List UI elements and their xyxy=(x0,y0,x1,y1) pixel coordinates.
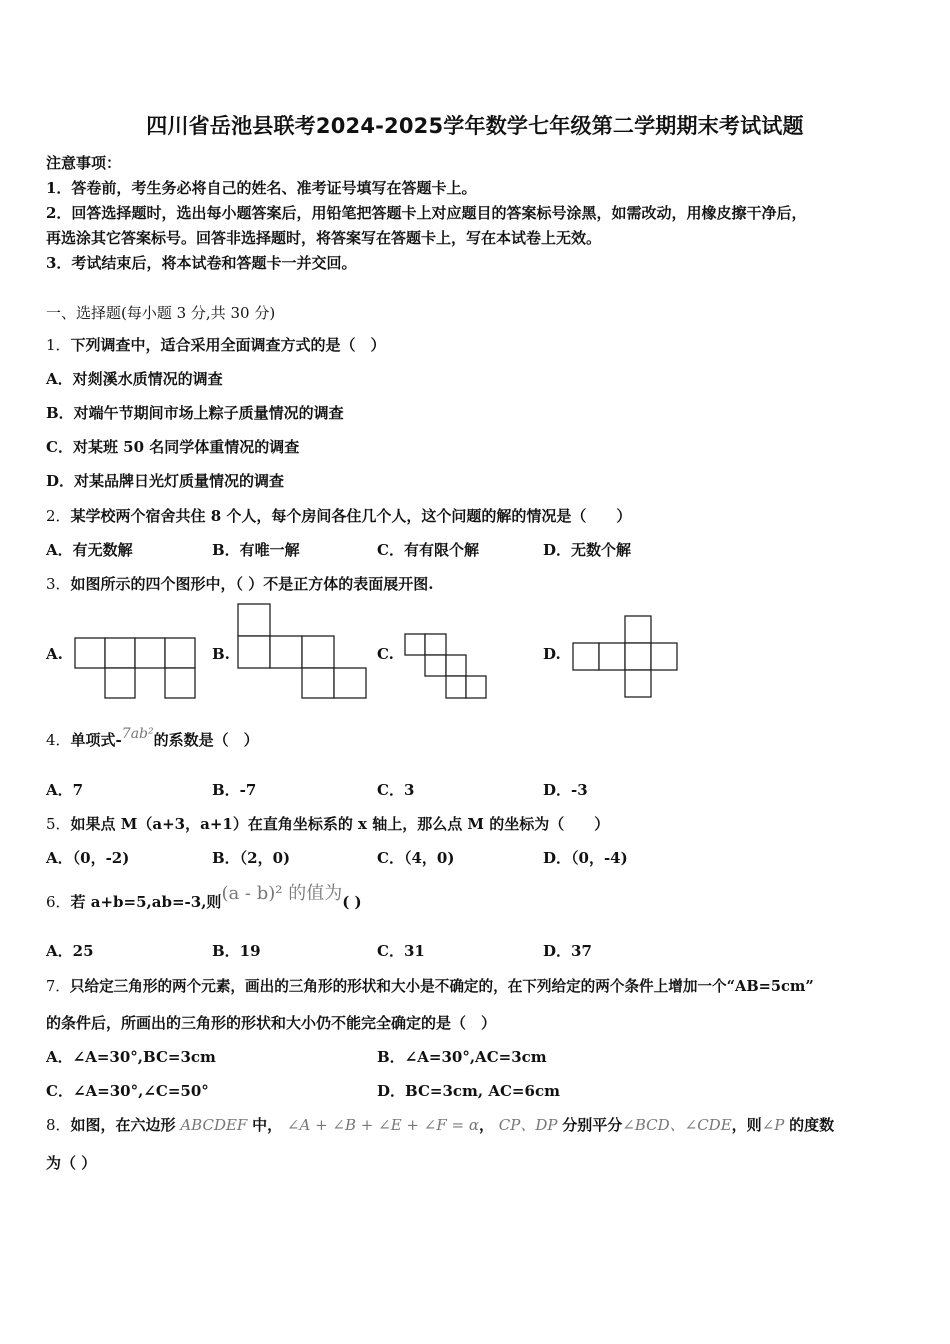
option-c: C．有有限个解 xyxy=(377,541,479,559)
option-b: B．∠A=30°,AC=3cm xyxy=(377,1048,547,1066)
question-8-line-2 xyxy=(46,1152,96,1173)
option-d: D．-3 xyxy=(543,781,588,799)
note-item: 再选涂其它答案标号。回答非选择题时，将答案写在答题卡上，写在本试卷上无效。 xyxy=(46,229,602,247)
question-8 xyxy=(46,1114,834,1135)
question-number: 1． xyxy=(46,336,71,354)
question-stem: 如果点 M（a+3，a+1）在直角坐标系的 x 轴上，那么点 M 的坐标为（ ） xyxy=(70,815,610,833)
question-stem: 如图所示的四个图形中，（ ）不是正方体的表面展开图. xyxy=(70,575,434,593)
math-expression: ∠A + ∠B + ∠E + ∠F = α xyxy=(286,1116,479,1134)
option-d: D．对某品牌日光灯质量情况的调查 xyxy=(46,472,285,490)
option-c: C．（4，0) xyxy=(377,849,455,867)
option-b: B. xyxy=(212,645,230,663)
question-stem: ，则 xyxy=(731,1116,762,1134)
option-a: A. xyxy=(46,645,63,663)
question-stem: 分别平分 xyxy=(562,1116,623,1134)
question-1 xyxy=(46,334,386,355)
question-7 xyxy=(46,975,814,996)
question-stem: 如图，在六边形 xyxy=(70,1116,176,1134)
option-d: D．BC=3cm, AC=6cm xyxy=(377,1082,560,1100)
question-stem: 某学校两个宿舍共住 8 个人，每个房间各住几个人，这个问题的解的情况是（ ） xyxy=(70,507,632,525)
question-stem: 单项式- xyxy=(70,731,122,749)
option-d: D．无数个解 xyxy=(543,541,632,559)
question-number: 2． xyxy=(46,507,71,525)
page-title: 四川省岳池县联考2024-2025学年数学七年级第二学期期末考试试题 xyxy=(146,114,804,138)
question-number: 6． xyxy=(46,893,71,911)
note-item: 1．答卷前，考生务必将自己的姓名、准考证号填写在答题卡上。 xyxy=(46,179,477,197)
option-b: B．对端午节期间市场上粽子质量情况的调查 xyxy=(46,404,344,422)
option-a: A．7 xyxy=(46,781,84,799)
math-expression: ∠BCD、∠CDE xyxy=(622,1116,732,1134)
option-a: A．∠A=30°,BC=3cm xyxy=(46,1048,216,1066)
notes-header: 注意事项： xyxy=(46,154,122,172)
question-stem: 下列调查中，适合采用全面调查方式的是（ ） xyxy=(70,336,386,354)
option-a: A．（0，-2) xyxy=(46,849,130,867)
option-a: A．对剡溪水质情况的调查 xyxy=(46,370,223,388)
option-a: A．有无数解 xyxy=(46,541,133,559)
section-heading: 一、选择题(每小题 3 分,共 30 分) xyxy=(46,304,276,322)
option-c: C. xyxy=(377,645,394,663)
note-item: 2．回答选择题时，选出每小题答案后，用铅笔把答题卡上对应题目的答案标号涂黑，如需改动，用橡皮擦干净后， xyxy=(46,204,807,222)
math-expression: CP、DP xyxy=(498,1116,558,1134)
cube-net-d xyxy=(572,615,679,698)
question-2 xyxy=(46,505,631,526)
question-number: 8． xyxy=(46,1116,71,1134)
math-expression: ∠P xyxy=(761,1116,785,1134)
math-expression: 7ab² xyxy=(121,726,154,742)
question-stem-tail: 的系数是（ ） xyxy=(153,731,259,749)
question-stem: 只给定三角形的两个元素，画出的三角形的形状和大小是不确定的，在下列给定的两个条件上增加一个“AB=5cm” xyxy=(69,978,814,995)
option-a: A．25 xyxy=(46,942,94,960)
question-5 xyxy=(46,813,609,834)
option-c: C．对某班 50 名同学体重情况的调查 xyxy=(46,438,300,456)
question-stem-tail: ( ) xyxy=(342,893,362,911)
math-expression: ABCDEF xyxy=(180,1116,248,1134)
math-expression: (a - b)² 的值为 xyxy=(221,883,343,904)
option-b: B．19 xyxy=(212,942,261,960)
question-3 xyxy=(46,573,434,594)
question-stem: ， xyxy=(478,1116,494,1134)
question-number: 4． xyxy=(46,731,71,749)
option-b: B．-7 xyxy=(212,781,257,799)
question-number: 5． xyxy=(46,815,71,833)
option-c: C．∠A=30°,∠C=50° xyxy=(46,1082,209,1100)
question-stem: 中， xyxy=(252,1116,283,1134)
question-6 xyxy=(46,883,362,913)
option-b: B．有唯一解 xyxy=(212,541,300,559)
question-number: 7． xyxy=(46,978,70,995)
question-stem: 若 a+b=5,ab=-3,则 xyxy=(70,893,222,911)
question-4 xyxy=(46,726,259,750)
option-c: C．3 xyxy=(377,781,415,799)
question-stem: 的条件后，所画出的三角形的形状和大小仍不能完全确定的是（ ） xyxy=(46,1014,497,1032)
option-d: D．（0，-4) xyxy=(543,849,628,867)
cube-net-c xyxy=(404,633,488,699)
cube-net-a xyxy=(74,637,196,699)
question-7-line-2 xyxy=(46,1012,496,1033)
question-stem: 的度数 xyxy=(789,1116,835,1134)
question-stem: 为（ ） xyxy=(46,1154,97,1172)
note-item: 3．考试结束后，将本试卷和答题卡一并交回。 xyxy=(46,254,357,272)
option-b: B．（2，0) xyxy=(212,849,291,867)
option-d: D. xyxy=(543,645,561,663)
cube-net-b xyxy=(237,603,367,699)
option-d: D．37 xyxy=(543,942,592,960)
question-number: 3． xyxy=(46,575,71,593)
option-c: C．31 xyxy=(377,942,425,960)
